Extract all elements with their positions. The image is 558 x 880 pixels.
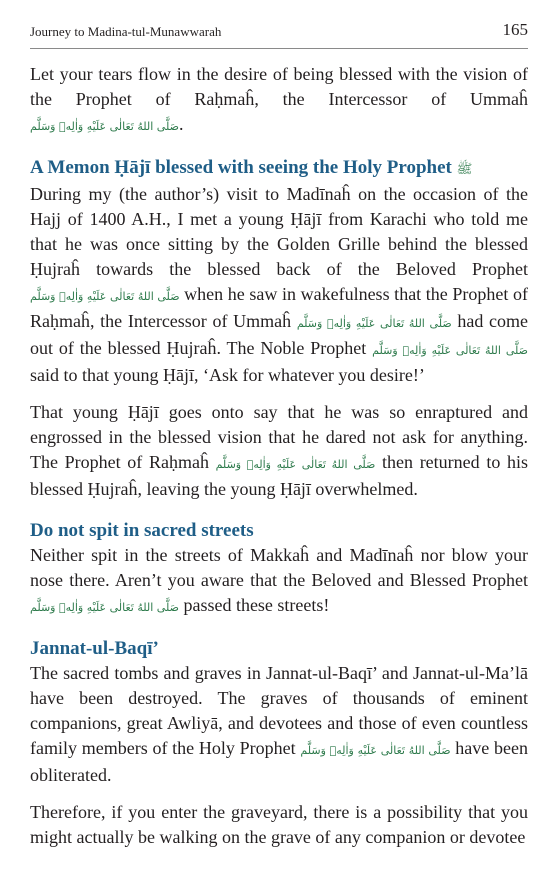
page-body [30, 62, 528, 850]
salawat-calligraphy: صَلَّى اللهُ تَعَالٰى عَلَيْهِ وَاٰلِهٖ وَسَلَّم [30, 120, 179, 133]
salawat-calligraphy: صَلَّى اللهُ تَعَالٰى عَلَيْهِ وَاٰلِهٖ وَسَلَّم [300, 744, 451, 757]
section-heading-jannat-ul-baqi: Jannat-ul-Baqī’ [30, 638, 159, 659]
salawat-calligraphy: صَلَّى اللهُ تَعَالٰى عَلَيْهِ وَاٰلِهٖ وَسَلَّم [372, 344, 528, 357]
book-title: Journey to Madina-tul-Munawwarah [30, 24, 222, 39]
salawat-calligraphy: صَلَّى اللهُ تَعَالٰى عَلَيْهِ وَاٰلِهٖ وَسَلَّم [296, 317, 452, 330]
jannat-ul-baqi-paragraph-1: The sacred tombs and graves in Jannat-ul-Baqī’ and Jannat-ul-Ma’lā have been destroyed. The graves of thousands of eminent companions, great Awliyā, and devotees and those of even countless family members of the Holy Prophet صَلَّى اللهُ تَعَالٰى عَلَيْهِ وَاٰلِهٖ وَسَلَّم have been obliterated. [30, 663, 528, 785]
page-number: 165 [502, 20, 528, 39]
memon-haji-paragraph-2: That young Ḥājī goes onto say that he was so enraptured and engrossed in the blessed vision that he dared not ask for anything. The Prophet of Raḥmaĥ صَلَّى اللهُ تَعَالٰى عَلَيْهِ وَاٰلِهٖ وَسَلَّم then returned to his blessed Ḥujraĥ, leaving the young Ḥājī overwhelmed. [30, 402, 528, 499]
section-heading-memon-haji: A Memon Ḥājī blessed with seeing the Holy Prophet ﷺ [30, 157, 473, 178]
section-heading-do-not-spit: Do not spit in sacred streets [30, 520, 254, 541]
do-not-spit-paragraph: Neither spit in the streets of Makkaĥ and Madīnaĥ nor blow your nose there. Aren’t you aware that the Beloved and Blessed Prophet صَلَّى اللهُ تَعَالٰى عَلَيْهِ وَاٰلِهٖ وَسَلَّم passed these streets! [30, 545, 528, 615]
salawat-ligature: ﷺ [456, 162, 473, 177]
salawat-calligraphy: صَلَّى اللهُ تَعَالٰى عَلَيْهِ وَاٰلِهٖ وَسَلَّم [30, 601, 179, 614]
salawat-calligraphy: صَلَّى اللهُ تَعَالٰى عَلَيْهِ وَاٰلِهٖ وَسَلَّم [30, 290, 180, 303]
jannat-ul-baqi-paragraph-2: Therefore, if you enter the graveyard, there is a possibility that you might actually be walking on the grave of any companion or devotee [30, 802, 528, 847]
salawat-calligraphy: صَلَّى اللهُ تَعَالٰى عَلَيْهِ وَاٰلِهٖ وَسَلَّم [215, 458, 376, 471]
running-header [30, 18, 528, 49]
memon-haji-paragraph-1: During my (the author’s) visit to Madīnaĥ on the occasion of the Hajj of 1400 A.H., I met a young Ḥājī from Karachi who told me that he was once sitting by the Golden Grille behind the blessed Ḥujraĥ towards the blessed back of the Beloved Prophet صَلَّى اللهُ تَعَالٰى عَلَيْهِ وَاٰلِهٖ وَسَلَّم when he saw in wakefulness that the Prophet of Raḥmaĥ, the Intercessor of Ummaĥ صَلَّى اللهُ تَعَالٰى عَلَيْهِ وَاٰلِهٖ وَسَلَّم had come out of the blessed Ḥujraĥ. The Noble Prophet صَلَّى اللهُ تَعَالٰى عَلَيْهِ وَاٰلِهٖ وَسَلَّم said to that young Ḥājī, ‘Ask for whatever you desire!’ [30, 184, 529, 385]
intro-paragraph: Let your tears flow in the desire of being blessed with the vision of the Prophet of Raḥmaĥ, the Intercessor of Ummaĥ صَلَّى اللهُ تَعَالٰى عَلَيْهِ وَاٰلِهٖ وَسَلَّم. [30, 64, 528, 134]
